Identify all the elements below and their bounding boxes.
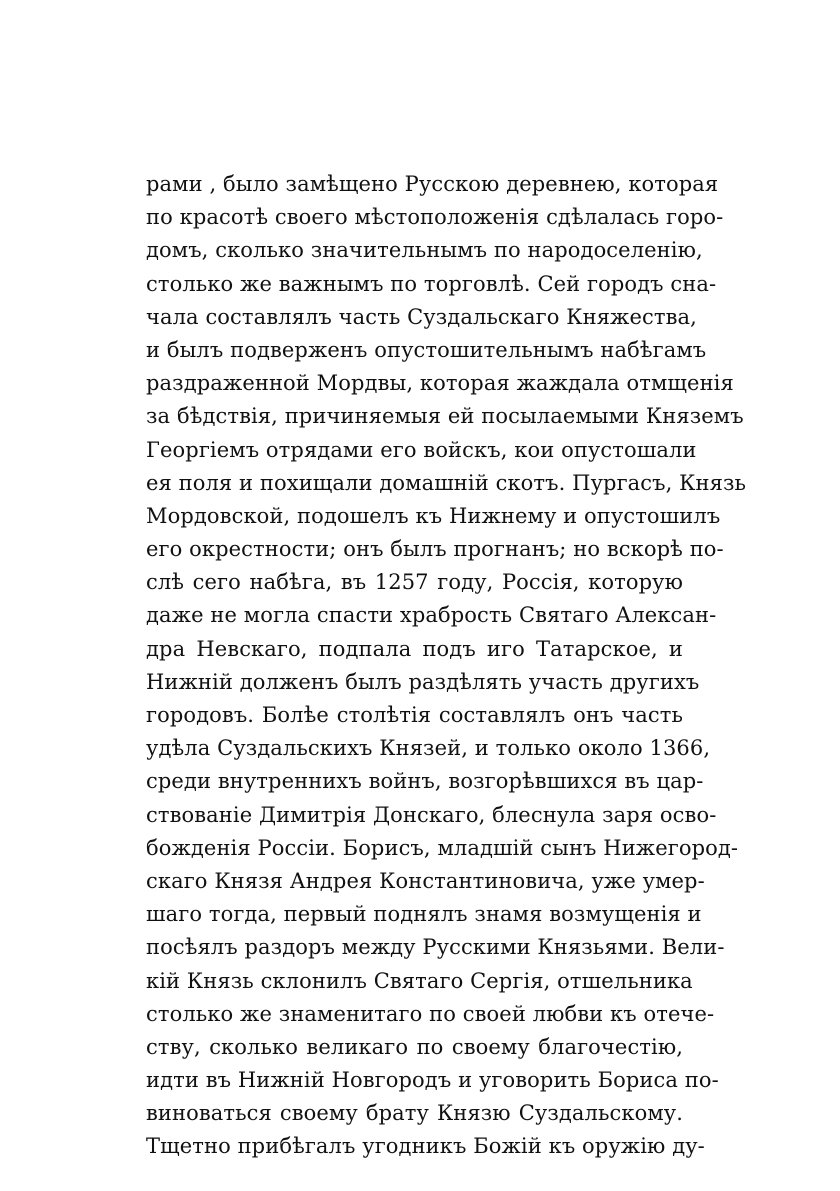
text-line-13: слѣ сего набѣга, въ 1257 году, Россія, которую [146,570,683,595]
text-line-10: ея поля и похищали домашній скотъ. Пургасъ, Князь [146,470,747,495]
text-line-21: божденія Россіи. Борисъ, младшій сынъ Нижегород- [146,835,739,860]
text-line-6: и былъ подверженъ опустошительнымъ набѣгамъ [146,337,707,362]
text-line-22: скаго Князя Андрея Константиновича, уже умер- [146,868,705,893]
text-line-25: кій Князь склонилъ Святаго Сергія, отшельника [146,968,693,993]
text-line-19: среди внутреннихъ войнъ, возгорѣвшихся въ цар- [146,769,704,794]
text-line-4: столько же важнымъ по торговлѣ. Сей городъ сна- [146,271,717,296]
text-line-20: ствованіе Димитрія Донскаго, блеснула заря осво- [146,802,717,827]
text-line-1: рами , было замѣщено Русскою деревнею, которая [146,172,719,196]
text-line-5: чала составлялъ часть Суздальскаго Княжества, [146,304,697,329]
text-line-15: дра Невскаго, подпала подъ иго Татарское, и [146,636,683,661]
text-line-11: Мордовской, подошелъ къ Нижнему и опустошилъ [146,503,721,528]
text-line-9: Георгіемъ отрядами его войскъ, кои опустошали [146,437,697,462]
text-line-7: раздраженной Мордвы, которая жаждала отмщенія [146,371,734,396]
text-line-23: шаго тогда, первый поднялъ знамя возмущенія и [146,902,702,927]
text-line-26: столько же знаменитаго по своей любви къ отече- [146,1001,715,1026]
text-line-17: городовъ. Болѣе столѣтія составлялъ онъ часть [146,703,683,727]
text-line-27: ству, сколько великаго по своему благочестію, [146,1034,683,1059]
text-line-8: за бѣдствія, причиняемыя ей посылаемыми Княземъ [146,404,744,429]
text-line-18: удѣла Суздальскихъ Князей, и только около 1366, [146,736,711,761]
text-line-14: даже не могла спасти храбрость Святаго Алексан- [146,603,717,628]
text-line-16: Нижній долженъ былъ раздѣлять участь другихъ [146,669,700,694]
text-line-24: посѣялъ раздоръ между Русскими Князьями. Вели- [146,935,725,960]
text-line-28: идти въ Нижній Новгородъ и уговорить Бориса по- [146,1068,719,1093]
text-line-29: виноваться своему брату Князю Суздальскому. [146,1101,683,1126]
body-text [146,168,747,1164]
text-line-30: Тщетно прибѣгалъ угодникъ Божій къ оружію ду- [146,1134,705,1159]
text-line-2: по красотѣ своего мѣстоположенія сдѣлалась горо- [146,205,724,230]
text-line-3: домъ, сколько значительнымъ по народоселенію, [146,238,703,263]
text-line-12: его окрестности; онъ былъ прогнанъ; но вскорѣ по- [146,537,724,562]
